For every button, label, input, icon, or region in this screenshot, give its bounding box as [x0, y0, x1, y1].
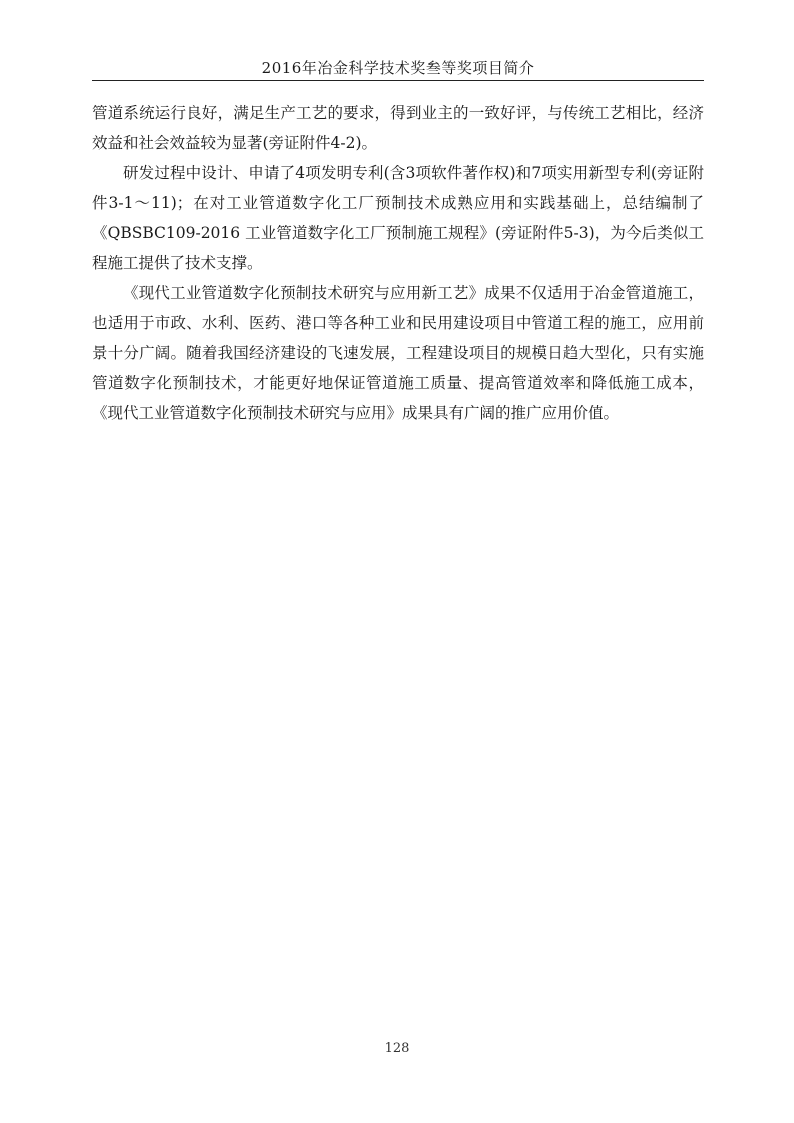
paragraph-application: 《现代工业管道数字化预制技术研究与应用新工艺》成果不仅适用于冶金管道施工，也适用于市政、水利、医药、港口等各种工业和民用建设项目中管道工程的施工，应用前景十分广阔。随着我国经济建设的飞速发展，工程建设项目的规模日趋大型化，只有实施管道数字化预制技术，才能更好地保证管道施工质量、提高管道效率和降低施工成本，《现代工业管道数字化预制技术研究与应用》成果具有广阔的推广应用价值。 [92, 284, 704, 422]
header-divider [92, 80, 704, 81]
page-number: 128 [384, 1041, 410, 1056]
running-header: 2016年冶金科学技术奖叁等奖项目简介 [261, 59, 535, 77]
body-text [92, 98, 704, 428]
paragraph-continued: 管道系统运行良好，满足生产工艺的要求，得到业主的一致好评，与传统工艺相比，经济效益和社会效益较为显著(旁证附件4-2)。 [92, 104, 704, 152]
paragraph-patents: 研发过程中设计、申请了4项发明专利(含3项软件著作权)和7项实用新型专利(旁证附件3-1～11)；在对工业管道数字化工厂预制技术成熟应用和实践基础上，总结编制了《QBSBC109-2016 工业管道数字化工厂预制施工规程》(旁证附件5-3)，为今后类似工程施工提供了技术支撑。 [92, 164, 704, 272]
